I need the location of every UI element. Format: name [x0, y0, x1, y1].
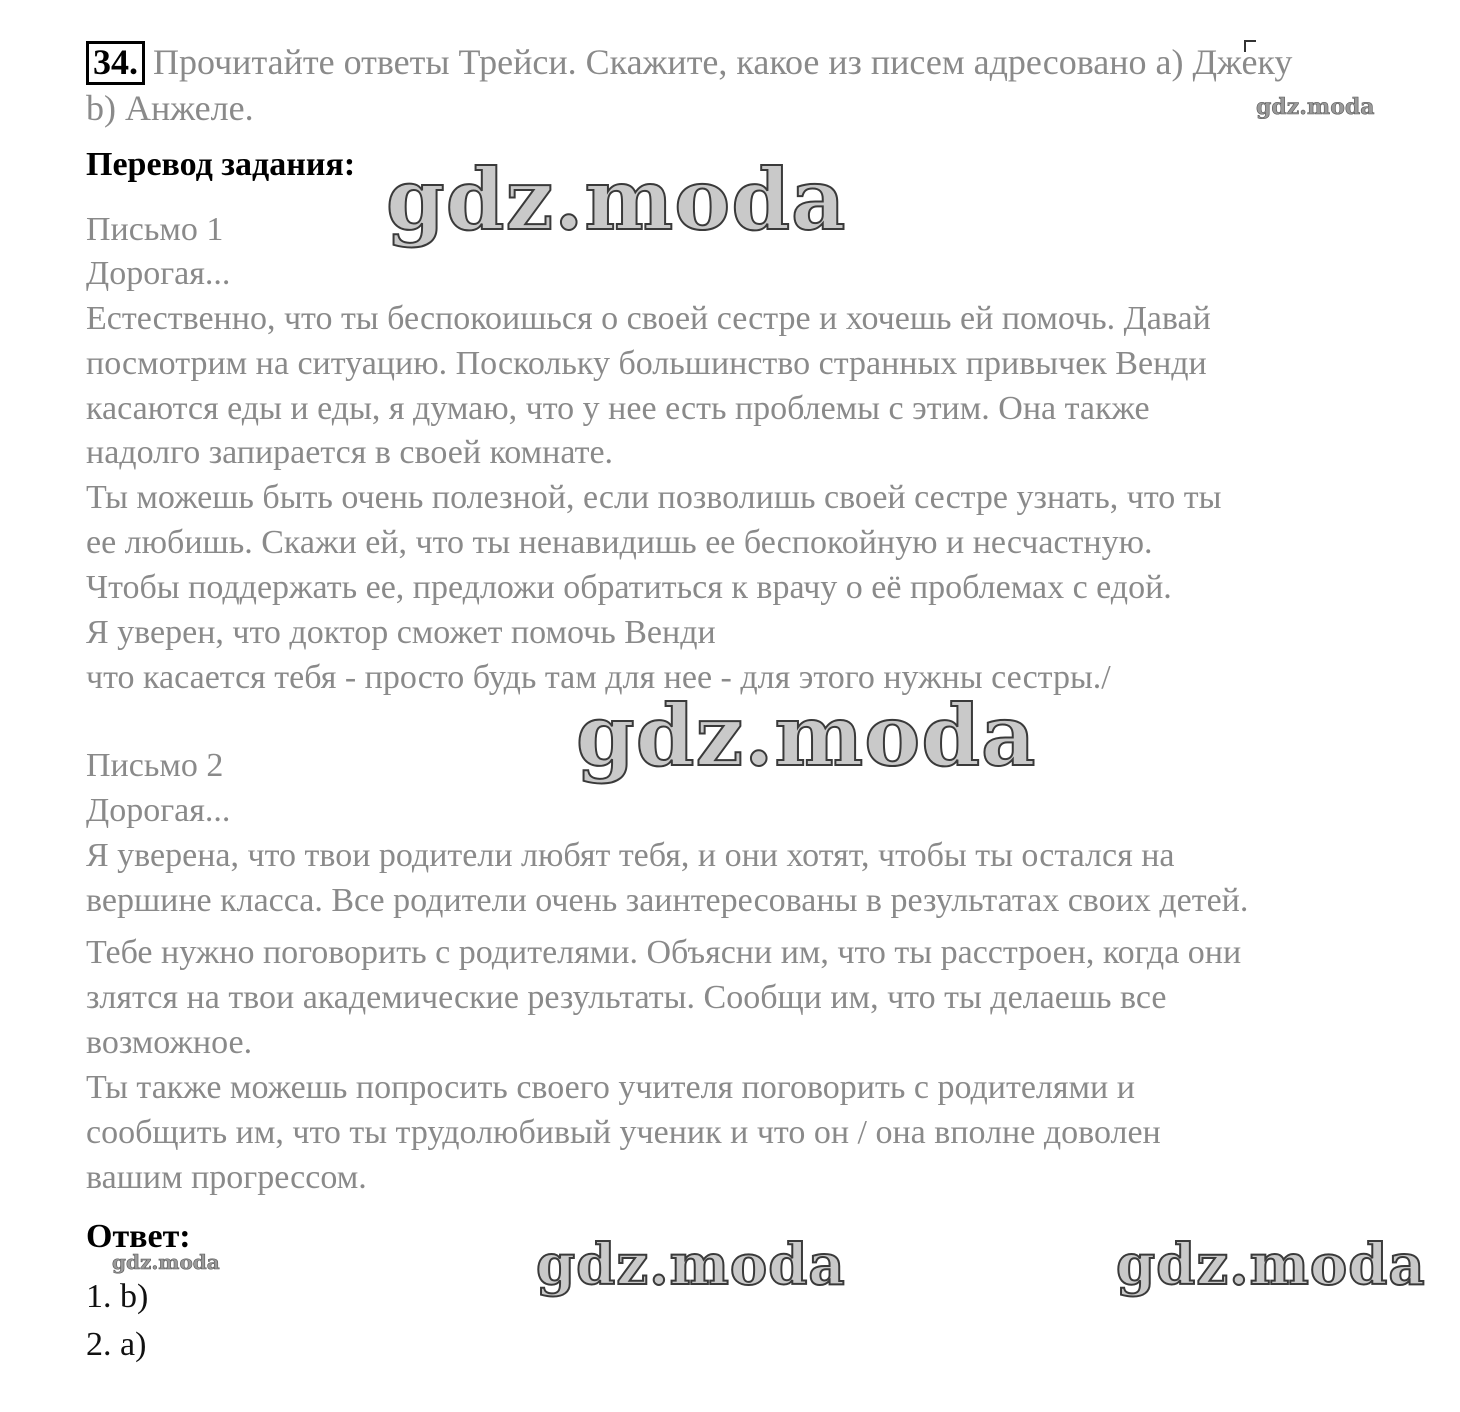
letter2-line: Я уверена, что твои родители любят тебя, и они хотят, чтобы ты остался на — [86, 837, 1175, 874]
letter1-line: Естественно, что ты беспокоишься о своей сестре и хочешь ей помочь. Давай — [86, 300, 1211, 337]
watermark-medium: gdz.moda — [1116, 1232, 1426, 1298]
letter2-line: вершине класса. Все родители очень заинтересованы в результатах своих детей. — [86, 882, 1249, 919]
task-statement-line-1 — [86, 40, 1292, 85]
letter2-line: Дорогая... — [86, 792, 231, 829]
task-number: 34. — [86, 41, 145, 85]
letter1-line: Я уверен, что доктор сможет помочь Венди — [86, 614, 716, 651]
letter1-line: Ты можешь быть очень полезной, если позволишь своей сестре узнать, что ты — [86, 479, 1222, 516]
letter2-line: сообщить им, что ты трудолюбивый ученик и что он / она вполне доволен — [86, 1114, 1161, 1151]
letter2-line: вашим прогрессом. — [86, 1159, 367, 1196]
translation-heading: Перевод задания: — [86, 146, 356, 183]
letter2-line: злятся на твои академические результаты. Сообщи им, что ты делаешь все — [86, 979, 1167, 1016]
letter1-line: ее любишь. Скажи ей, что ты ненавидишь ее беспокойную и несчастную. — [86, 524, 1153, 561]
letter1-line: надолго запирается в своей комнате. — [86, 434, 614, 471]
watermark-large: gdz.moda — [386, 150, 847, 249]
answer-item: 2. a) — [86, 1326, 147, 1363]
task-text-line-1: Прочитайте ответы Трейси. Скажите, какое из писем адресовано а) Джеку — [153, 42, 1293, 82]
watermark-large: gdz.moda — [576, 686, 1037, 785]
letter1-line: Дорогая... — [86, 255, 231, 292]
watermark-small: gdz.moda — [1256, 94, 1375, 120]
answer-item: 1. b) — [86, 1278, 149, 1315]
letter2-line: Ты также можешь попросить своего учителя поговорить с родителями и — [86, 1069, 1135, 1106]
watermark-medium: gdz.moda — [536, 1232, 846, 1298]
letter1-line: что касается тебя - просто будь там для нее - для этого нужны сестры./ — [86, 659, 1111, 696]
watermark-small: gdz.moda — [112, 1250, 220, 1274]
answer-heading: Ответ: — [86, 1218, 191, 1255]
letter1-line: касаются еды и еды, я думаю, что у нее есть проблемы с этим. Она также — [86, 390, 1150, 427]
letter2-line: возможное. — [86, 1024, 253, 1061]
task-statement-line-2: b) Анжеле. — [86, 88, 254, 128]
letter2-line: Письмо 2 — [86, 747, 224, 784]
letter2-line: Тебе нужно поговорить с родителями. Объясни им, что ты расстроен, когда они — [86, 934, 1242, 971]
tick-mark-icon — [1244, 40, 1256, 52]
letter1-line: посмотрим на ситуацию. Поскольку большинство странных привычек Венди — [86, 345, 1207, 382]
letter1-line: Чтобы поддержать ее, предложи обратиться к врачу о её проблемах с едой. — [86, 569, 1172, 606]
letter1-line: Письмо 1 — [86, 211, 224, 248]
